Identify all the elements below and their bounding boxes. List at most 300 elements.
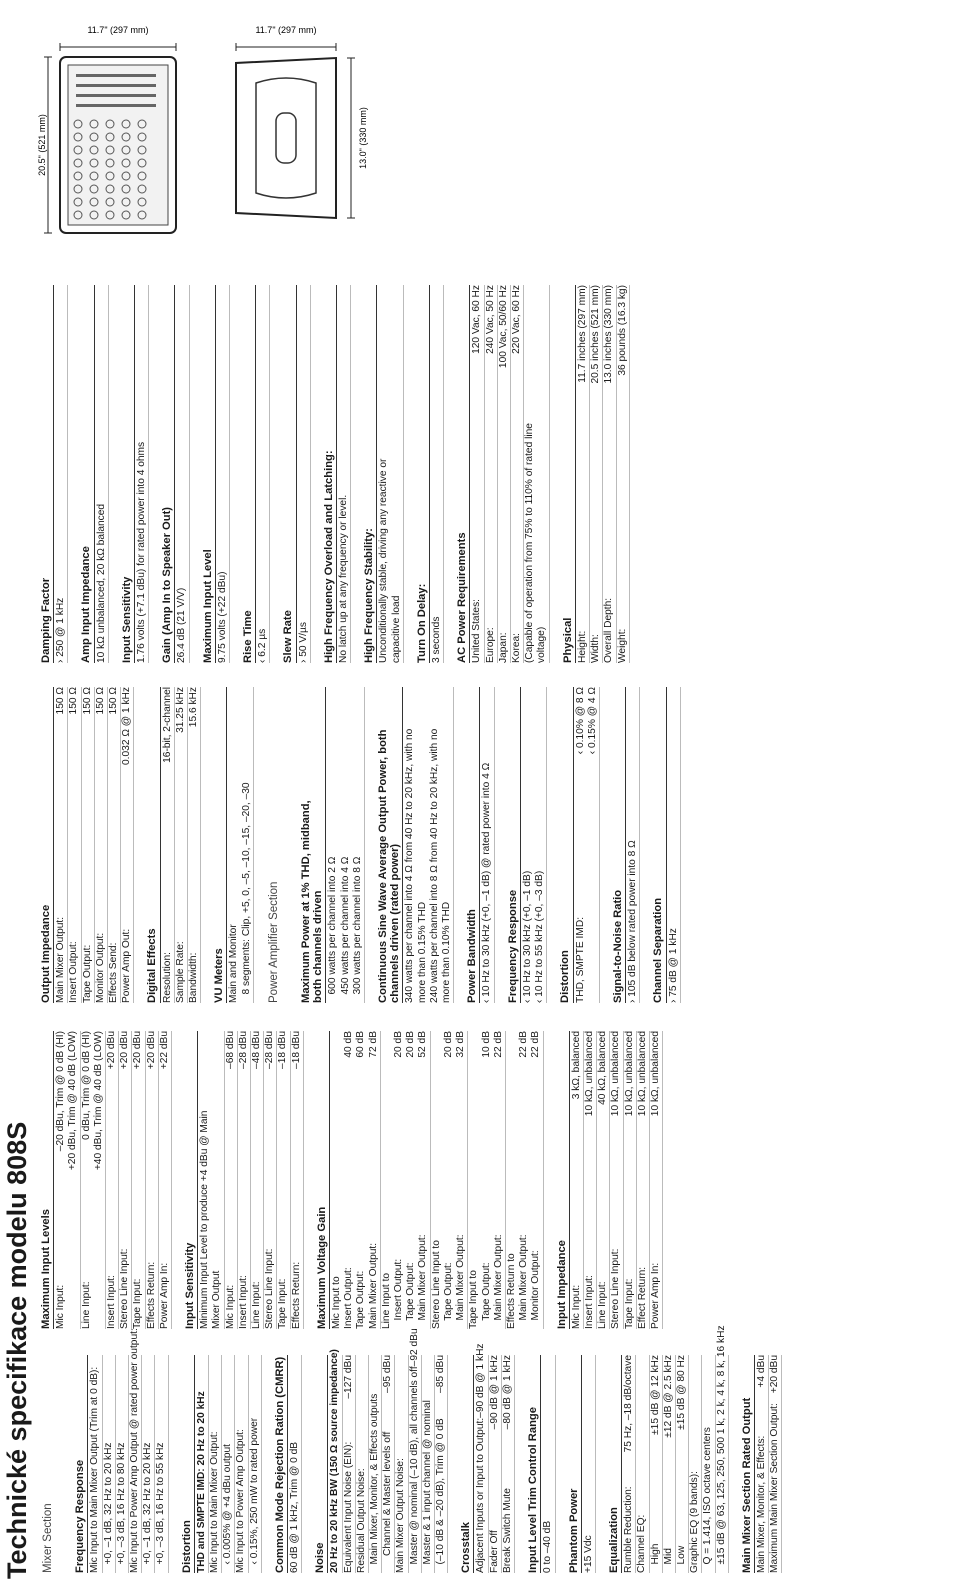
spec-label: +0, –3 dB, 16 Hz to 55 kHz <box>155 1442 167 1573</box>
spec-label: Stereo Line Input: <box>119 1248 131 1329</box>
spec-label: Height: <box>576 630 588 663</box>
spec-row <box>129 1328 142 1573</box>
spec-label: Insert Input: <box>106 1275 118 1329</box>
spec-label: 0 to –40 dB <box>542 1520 554 1573</box>
spec-row <box>522 687 547 1003</box>
spec-row <box>627 687 640 1003</box>
spec-row <box>381 1031 431 1329</box>
section-header: Channel Separation <box>652 687 666 1003</box>
spec-row <box>584 1031 597 1329</box>
spec-label: Mid <box>662 1548 674 1573</box>
spec-value: –95 dBu <box>382 1355 394 1393</box>
spec-row <box>650 1031 663 1329</box>
spec-value: 0 dBu, Trim @ 0 dB (HI) +40 dBu, Trim @ 40 dB (LOW) <box>80 1031 104 1171</box>
spec-value: 10 kΩ, unbalanced <box>649 1031 661 1117</box>
spec-value: 10 kΩ, unbalanced <box>636 1031 648 1117</box>
spec-section <box>568 1355 608 1573</box>
section-header: Common Mode Rejection Ration (CMRR) <box>274 1355 288 1573</box>
spec-label: Weight: <box>616 628 628 663</box>
spec-row <box>235 1355 248 1573</box>
spec-label: Tape Input to Tape Output: Main Mixer Output: <box>468 1234 504 1329</box>
spec-value: 150 Ω <box>55 687 67 715</box>
spec-section <box>562 285 642 663</box>
spec-label: Mic Input: <box>55 1284 67 1329</box>
spec-label: Width: <box>590 634 602 663</box>
spec-value: –18 dBu <box>277 1031 289 1069</box>
spec-section <box>202 285 242 663</box>
spec-section <box>40 1031 184 1329</box>
spec-label: Bandwidth: <box>188 952 200 1003</box>
spec-row <box>146 1031 159 1329</box>
spec-label: 10 kΩ unbalanced, 20 kΩ balanced <box>95 503 107 663</box>
spec-label: 26.4 dB (21 V/V) <box>176 587 188 663</box>
spec-row <box>291 1031 304 1329</box>
spec-row <box>603 285 616 663</box>
spec-row <box>395 1355 408 1573</box>
spec-label: THD and SMPTE IMD: 20 Hz to 20 kHz <box>195 1391 207 1573</box>
spec-row <box>485 285 498 663</box>
spec-label: Break Switch Mute <box>501 1488 513 1573</box>
spec-row <box>81 1031 106 1329</box>
spec-row <box>89 1355 102 1573</box>
section-header: Maximum Input Level <box>202 285 216 663</box>
spec-value: –20 dBu, Trim @ 0 dB (HI) +20 dBu, Trim @ 40 dB (LOW) <box>55 1031 79 1171</box>
spec-value: 20 dB 20 dB 52 dB <box>393 1031 429 1058</box>
section-header: Main Mixer Section Rated Output <box>741 1355 755 1573</box>
spec-value: +20 dBu <box>106 1031 118 1070</box>
spec-value: –127 dBu <box>342 1355 354 1399</box>
spec-row <box>162 687 175 1003</box>
column-4 <box>40 285 642 663</box>
spec-section <box>181 1355 274 1573</box>
spec-value: –80 dB @ 1 kHz <box>501 1355 513 1430</box>
spec-section <box>242 285 282 663</box>
spec-label: Main Mixer, Monitor, & Effects outputs <box>369 1393 381 1573</box>
section-header: Turn On Delay: <box>416 285 430 663</box>
spec-label: › 75 dB @ 1 kHz <box>667 928 679 1003</box>
spec-row <box>96 285 109 663</box>
spec-label: Korea: <box>511 632 523 663</box>
spec-row <box>663 1355 676 1573</box>
spec-label: › 50 V/µs <box>297 622 309 663</box>
section-header: Input Sensitivity <box>121 285 135 663</box>
spec-label: ‹ 0.005% @ +4 dBu output <box>222 1444 234 1573</box>
section-header: Physical <box>562 285 576 663</box>
spec-row <box>475 1343 488 1573</box>
spec-row <box>55 285 68 663</box>
spec-value: 0.032 Ω @ 1 kHz <box>121 687 133 765</box>
spec-section <box>559 687 612 1003</box>
spec-section <box>466 687 506 1003</box>
spec-label: Graphic EQ (9 bands): <box>689 1471 701 1573</box>
spec-row <box>95 687 108 1003</box>
section-header: High Frequency Overload and Latching: <box>323 285 337 663</box>
spec-row <box>468 1031 506 1329</box>
spec-label: ±15 dB @ 63, 125, 250, 500 1 k, 2 k, 4 k, 8 k, 16 kHz <box>715 1325 727 1573</box>
spec-row <box>597 1031 610 1329</box>
spec-row <box>217 285 230 663</box>
spec-row <box>689 1355 702 1573</box>
section-header: Damping Factor <box>40 285 54 663</box>
spec-label: Effects Return: <box>145 1261 157 1329</box>
diagram-svg <box>36 13 416 273</box>
spec-row <box>577 285 590 663</box>
section-header: AC Power Requirements <box>456 285 470 663</box>
section-header: Distortion <box>181 1355 195 1573</box>
spec-label: (Capable of operation from 75% to 110% of rated line voltage) <box>524 423 548 663</box>
spec-section <box>363 285 416 663</box>
spec-label: 20 Hz to 20 kHz BW (150 Ω source impedance) <box>329 1349 341 1573</box>
front-height-label: 11.7" (297 mm) <box>87 25 149 35</box>
spec-label: 9.75 volts (+22 dBu) <box>216 571 228 663</box>
spec-label: Monitor Output: <box>94 932 106 1003</box>
spec-section <box>146 687 213 1003</box>
spec-label: Europe: <box>484 627 496 663</box>
spec-label: Effect Return: <box>636 1266 648 1329</box>
spec-label: United States: <box>471 599 483 663</box>
spec-value: 10 kΩ, unbalanced <box>583 1031 595 1117</box>
fader-glyph <box>76 74 156 77</box>
spec-row <box>506 1031 544 1329</box>
spec-row <box>702 1355 715 1573</box>
spec-row <box>331 1031 381 1329</box>
spec-row <box>155 1355 168 1573</box>
spec-label: Unconditionally stable, driving any reactive or capacitive load <box>378 458 402 663</box>
spec-label: Fader Off <box>488 1530 500 1573</box>
spec-value: –90 dB @ 1 kHz <box>475 1343 487 1418</box>
spec-value: +4 dBu <box>755 1355 767 1388</box>
spec-label: Mic Input to Power Amp Output: <box>235 1429 247 1573</box>
spec-row <box>82 687 95 1003</box>
spec-label: Japan: <box>497 632 509 663</box>
section-header: Maximum Input Levels <box>40 1031 54 1329</box>
spec-row <box>542 1355 555 1573</box>
spec-row <box>159 1031 172 1329</box>
fader-glyph <box>76 94 156 97</box>
spec-value: 40 dB 60 dB 72 dB <box>343 1031 379 1058</box>
spec-row <box>590 285 603 663</box>
spec-row <box>225 1031 238 1329</box>
spec-row <box>188 687 201 1003</box>
spec-row <box>68 687 81 1003</box>
spec-value: 150 Ω <box>94 687 106 715</box>
spec-label: Tape Input: <box>277 1278 289 1329</box>
spec-row <box>257 285 270 663</box>
spec-section <box>300 687 377 1003</box>
spec-row <box>103 1355 116 1573</box>
spec-row <box>106 1031 119 1329</box>
spec-row <box>404 687 454 1003</box>
spec-label: Line Input: <box>251 1281 263 1329</box>
spec-label: Sample Rate: <box>174 941 186 1003</box>
section-header: Output Impedance <box>40 687 54 1003</box>
spec-value: 15.6 kHz <box>188 687 200 728</box>
spec-label: Mic Input to Power Amp Output @ rated power output: <box>129 1328 141 1573</box>
spec-row <box>249 1355 262 1573</box>
section-header: Crosstalk <box>460 1355 474 1573</box>
spec-row <box>338 285 351 663</box>
spec-section <box>323 285 363 663</box>
mixer-side-view-icon <box>236 58 336 218</box>
spec-label: Rumble Reduction: <box>623 1486 635 1573</box>
section-header: High Frequency Stability: <box>363 285 377 663</box>
section-group-title: Mixer Section <box>42 1503 54 1573</box>
spec-row <box>382 1355 395 1573</box>
fader-glyph <box>76 84 156 87</box>
spec-section <box>456 285 561 663</box>
spec-value: +20 dBu <box>119 1031 131 1070</box>
spec-section <box>282 285 322 663</box>
spec-label: Power Amp In: <box>158 1262 170 1329</box>
spec-section <box>527 1355 567 1573</box>
spec-value: 20 dB 32 dB <box>442 1031 467 1058</box>
spec-value: 10 kΩ, unbalanced <box>610 1031 622 1117</box>
spec-value: 150 Ω <box>108 687 120 715</box>
spec-label: Stereo Line Input: <box>264 1248 276 1329</box>
spec-label: Effects Return: <box>290 1261 302 1329</box>
spec-row <box>119 1031 132 1329</box>
spec-section <box>652 687 692 1003</box>
spec-row <box>769 1355 782 1573</box>
spec-value: –85 dBu <box>435 1355 447 1393</box>
spec-row <box>327 687 365 1003</box>
spec-label: Line Input: <box>80 1281 92 1329</box>
spec-row <box>196 1355 209 1573</box>
section-header: Amp Input Impedance <box>80 285 94 663</box>
spec-row <box>583 1355 596 1573</box>
spec-label: Stereo Line Input: <box>610 1248 622 1329</box>
spec-section <box>612 687 652 1003</box>
spec-label: Mic Input: <box>224 1284 236 1329</box>
spec-label: Stereo Line Input to Tape Output: Main Mixer Output: <box>430 1234 467 1329</box>
spec-label: 600 watts per channel into 2 Ω 450 watts per channel into 4 Ω 300 watts per channel into 8 Ω <box>327 856 363 995</box>
spec-row <box>617 285 630 663</box>
spec-value: 10 dB 22 dB <box>480 1031 504 1058</box>
spec-row <box>636 1355 649 1573</box>
spec-row <box>378 285 403 663</box>
spec-row <box>610 1031 623 1329</box>
spec-row <box>142 1355 155 1573</box>
spec-value: +20 dBu <box>132 1031 144 1070</box>
section-header: VU Meters <box>213 687 227 1003</box>
spec-section <box>607 1325 741 1573</box>
spec-section <box>161 285 201 663</box>
spec-row <box>136 285 149 663</box>
spec-label: Overall Depth: <box>603 597 615 663</box>
spec-row <box>481 687 494 1003</box>
spec-label: Channel EQ: <box>636 1514 648 1573</box>
section-header: Digital Effects <box>146 687 160 1003</box>
spec-value: 150 Ω <box>68 687 80 715</box>
side-depth-label: 13.0" (330 mm) <box>358 107 368 169</box>
spec-value: 36 pounds (16.3 kg) <box>616 285 628 376</box>
spec-value: 100 Vac, 50/60 Hz <box>497 285 509 369</box>
spec-value: –28 dBu <box>264 1031 276 1069</box>
spec-section <box>40 285 80 663</box>
spec-row <box>431 1031 469 1329</box>
spec-label: Tape Output: <box>81 944 93 1003</box>
spec-value: –28 dBu <box>237 1031 249 1069</box>
section-header: Maximum Power at 1% THD, midband, both channels driven <box>300 687 326 1003</box>
spec-value: ±12 dB @ 2.5 kHz <box>662 1355 674 1438</box>
spec-label: +15 Vdc <box>582 1535 594 1573</box>
spec-value: 150 Ω <box>81 687 93 715</box>
column-1 <box>40 1325 794 1573</box>
spec-label: ‹ 0.15%, 250 mW to rated power <box>248 1417 260 1573</box>
section-header: Input Impedance <box>556 1031 570 1329</box>
spec-label: Effects Return to Main Mixer Output: Monitor Output: <box>505 1234 542 1329</box>
spec-value: ±15 dB @ 80 Hz <box>675 1355 687 1430</box>
spec-row <box>222 1355 235 1573</box>
spec-label: ‹ 10 Hz to 30 kHz (+0, –1 dB) ‹ 10 Hz to 55 kHz (+0, –3 dB) <box>521 870 546 1003</box>
spec-row <box>289 1355 302 1573</box>
spec-value: 75 Hz, –18 dB/octave <box>623 1355 635 1453</box>
spec-row <box>489 1355 502 1573</box>
spec-row <box>343 1355 356 1573</box>
spec-label: 3 seconds <box>431 616 443 663</box>
spec-section <box>268 687 300 1003</box>
fader-glyph <box>76 104 156 107</box>
spec-label: Main Mixer Output: <box>55 916 67 1003</box>
spec-label: Line Input: <box>597 1281 609 1329</box>
spec-value: ±15 dB @ 12 kHz <box>649 1355 661 1435</box>
spec-row <box>571 1031 584 1329</box>
spec-label: Main Mixer, Monitor, & Effects: <box>755 1435 767 1573</box>
spec-value: 22 dB 22 dB <box>518 1031 542 1058</box>
spec-label: Residual Output Noise: <box>355 1468 367 1573</box>
section-header: Slew Rate <box>282 285 296 663</box>
spec-value: +20 dBu <box>145 1031 157 1070</box>
front-width-label: 20.5" (521 mm) <box>37 114 47 176</box>
spec-label: Resolution: <box>161 952 173 1003</box>
spec-label: Power Amp Out: <box>121 928 133 1003</box>
spec-value: 10 kΩ, unbalanced <box>623 1031 635 1117</box>
spec-row <box>524 285 549 663</box>
spec-label: Tape Input: <box>623 1278 635 1329</box>
spec-label: Insert Input: <box>237 1275 249 1329</box>
spec-label: 340 watts per channel into 4 Ω from 40 Hz to 20 kHz, with no more than 0.15% THD 240 watts per channel into 8 Ω from 40 Hz to 20 kHz, with no more than 0.10% THD <box>404 728 453 1003</box>
spec-label: Low <box>675 1545 687 1573</box>
spec-value: 3 kΩ, balanced <box>570 1031 582 1100</box>
spec-section <box>121 285 161 663</box>
spec-value: 20.5 inches (521 mm) <box>590 285 602 384</box>
spec-row <box>756 1355 769 1573</box>
spec-section <box>40 687 146 1003</box>
spec-label: 1.76 volts (+7.1 dBu) for rated power into 4 ohms <box>136 441 148 663</box>
spec-label: Minimum Input Level to produce +4 dBu @ Main Mixer Output <box>199 1110 223 1329</box>
spec-row <box>209 1355 222 1573</box>
spec-value: 220 Vac, 60 Hz <box>511 285 523 354</box>
spec-label: Master @ nominal (–10 dB), all channels off <box>408 1366 420 1573</box>
section-header: Maximum Voltage Gain <box>316 1031 330 1329</box>
spec-row <box>715 1325 729 1573</box>
spec-label: ‹ 6.2 µs <box>257 628 269 663</box>
spec-value: –68 dBu <box>224 1031 236 1069</box>
spec-row <box>108 687 121 1003</box>
section-header: Phantom Power <box>568 1355 582 1573</box>
spec-section <box>741 1355 795 1573</box>
spec-label: Main and Monitor 8 segments: Clip, +5, 0, –5, –10, –15, –20, –30 <box>228 782 252 1003</box>
section-header: Input Sensitivity <box>184 1031 198 1329</box>
spec-label: Line Input to Insert Output: Tape Output: Main Mixer Output: <box>380 1234 429 1329</box>
spec-value: 13.0 inches (330 mm) <box>603 285 615 384</box>
spec-section <box>507 687 560 1003</box>
spec-label: No latch up at any frequency or level. <box>338 494 350 663</box>
spec-label: Equivalent Input Noise (EIN): <box>342 1441 354 1573</box>
spec-section <box>416 285 456 663</box>
spec-section <box>377 687 466 1003</box>
spec-label: Master & 1 input channel @ nominal <box>421 1400 433 1573</box>
spec-value: –90 dB @ 1 kHz <box>488 1355 500 1430</box>
spec-value: ‹ 0.10% @ 8 Ω ‹ 0.15% @ 4 Ω <box>574 687 598 755</box>
mixer-front-view-icon <box>60 57 176 233</box>
page-title: Technické specifikace modelu 808S <box>2 1121 32 1579</box>
section-header: Power Bandwidth <box>466 687 480 1003</box>
spec-section <box>314 1328 460 1573</box>
spec-label: Q = 1.414, ISO octave centers <box>702 1427 714 1573</box>
spec-row <box>132 1031 145 1329</box>
spec-value: –92 dBu <box>408 1328 420 1367</box>
spec-label: Adjacent Inputs or Input to Output: <box>475 1417 487 1573</box>
spec-label: Main Mixer Output Noise: <box>395 1458 407 1573</box>
section-header: Gain (Amp In to Speaker Out) <box>161 285 175 663</box>
dimension-diagram <box>36 13 416 273</box>
spec-label: Tape Input: <box>132 1278 144 1329</box>
spec-row <box>431 285 444 663</box>
spec-row <box>298 285 311 663</box>
spec-row <box>623 1355 636 1573</box>
spec-row <box>251 1031 264 1329</box>
spec-label: THD, SMPTE IMD: <box>574 916 586 1003</box>
spec-value: +22 dBu <box>158 1031 170 1070</box>
spec-row <box>422 1355 435 1573</box>
spec-label: Mic Input to Main Mixer Output (Trim at 0 dB): <box>89 1366 101 1573</box>
spec-row <box>435 1355 448 1573</box>
section-header: Distortion <box>559 687 573 1003</box>
spec-label: Mic Input: <box>570 1284 582 1329</box>
spec-row <box>637 1031 650 1329</box>
spec-value: 40 kΩ, balanced <box>597 1031 609 1105</box>
spec-value: –48 dBu <box>251 1031 263 1069</box>
spec-label: ‹ 10 Hz to 30 kHz (+0, –1 dB) @ rated power into 4 Ω <box>481 762 493 1003</box>
spec-row <box>498 285 511 663</box>
section-group-title: Power Amplifier Section <box>267 881 280 1003</box>
spec-section <box>213 687 266 1003</box>
section-header: Frequency Response <box>507 687 521 1003</box>
spec-label: +0, –3 dB, 16 Hz to 80 kHz <box>115 1442 127 1573</box>
spec-value: 120 Vac, 60 Hz <box>471 285 483 354</box>
spec-label: Channel & Master levels off <box>382 1431 394 1573</box>
spec-row <box>238 1031 251 1329</box>
spec-row <box>55 1031 80 1329</box>
spec-label: Mic Input to Main Mixer Output: <box>209 1431 221 1573</box>
section-header: Frequency Response <box>74 1355 88 1573</box>
spec-row <box>329 1349 342 1573</box>
spec-row <box>668 687 681 1003</box>
spec-label: Maximum Main Mixer Section Output: <box>769 1403 781 1573</box>
spec-section <box>184 1031 316 1329</box>
spec-label: (–10 dB & –20 dB), Trim @ 0 dB <box>435 1418 447 1573</box>
section-header: Signal-to-Noise Ratio <box>612 687 626 1003</box>
spec-row <box>176 285 189 663</box>
spec-row <box>502 1355 515 1573</box>
section-header: Rise Time <box>242 285 256 663</box>
spec-label: High <box>649 1543 661 1573</box>
spec-label: Power Amp In: <box>649 1262 661 1329</box>
spec-section <box>460 1343 527 1573</box>
spec-row <box>228 687 253 1003</box>
spec-value: 16-bit, 2-channel <box>161 687 173 763</box>
